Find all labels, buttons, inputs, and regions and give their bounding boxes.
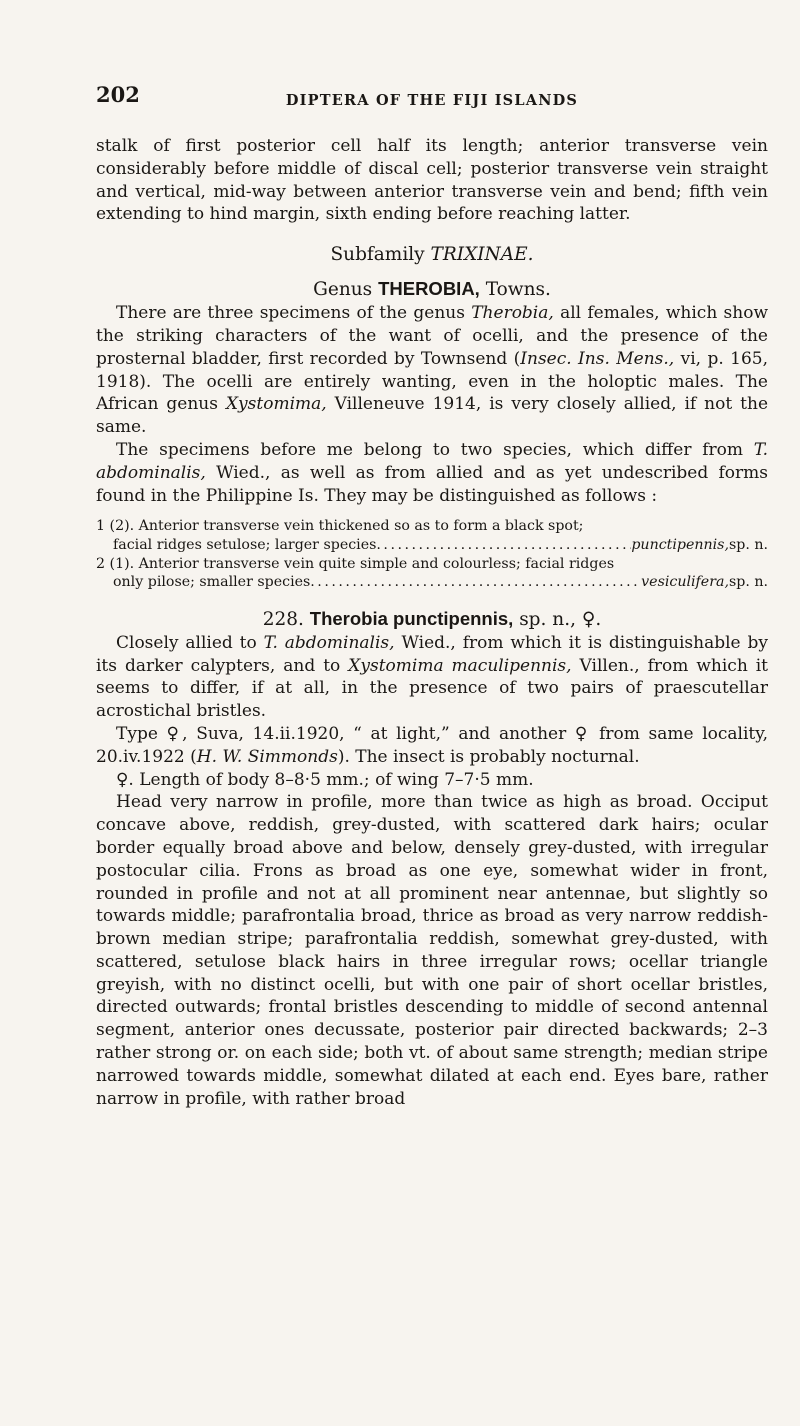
species-paragraph-3: ♀. Length of body 8–8·5 mm.; of wing 7–7·5 mm. <box>116 769 534 790</box>
genus-paragraph-2: The specimens before me belong to two species, which differ from T. abdominalis, Wied., as well as from allied and as yet undescribed forms found in the Philippine Is. They may be distinguished as follows : <box>96 439 768 506</box>
key-entry-2: 2 (1). Anterior transverse vein quite simple and colourless; facial ridges only pilose; smaller species . . . vesiculifera, sp. n. <box>96 555 768 592</box>
genus-heading: Genus THEROBIA, Towns. <box>313 278 551 301</box>
page-number: 202 <box>96 82 140 107</box>
subfamily-heading: Subfamily TRIXINAE. <box>330 244 534 266</box>
species-paragraph-2: Type ♀, Suva, 14.ii.1920, “ at light,” and another ♀ from same locality, 20.iv.1922 (H. W. Simmonds). The insect is probably nocturnal. <box>96 723 768 767</box>
genus-paragraph-1: There are three specimens of the genus Therobia, all females, which show the striking characters of the want of ocelli, and the presence of the prosternal bladder, first recorded by Townsend (Insec. Ins. Mens., vi, p. 165, 1918). The ocelli are entirely wanting, even in the holoptic males. The African genus Xystomima, Villeneuve 1914, is very closely allied, if not the same. <box>96 303 768 438</box>
genus-name: THEROBIA, <box>378 278 480 300</box>
intro-paragraph: stalk of first posterior cell half its length; anterior transverse vein considerably before middle of discal cell; posterior transverse vein straight and vertical, mid-way between anterior transverse vein and bend; fifth vein extending to hind margin, sixth ending before reaching latter. <box>96 136 768 225</box>
running-title: DIPTERA OF THE FIJI ISLANDS <box>285 92 579 109</box>
dot-leader <box>376 536 631 555</box>
species-key <box>96 517 768 591</box>
key-entry-1: 1 (2). Anterior transverse vein thickened so as to form a black spot; facial ridges setulose; larger species . . . punctipennis, sp. n. <box>96 517 768 554</box>
species-heading: 228. Therobia punctipennis, sp. n., ♀. <box>262 607 602 630</box>
species-paragraph-1: Closely allied to T. abdominalis, Wied., from which it is distinguishable by its darker calypters, and to Xystomima maculipennis, Villen., from which it seems to differ, if at all, in the presence of two pairs of praescutellar acrostichal bristles. <box>96 632 769 722</box>
species-paragraph-4: Head very narrow in profile, more than twice as high as broad. Occiput concave above, reddish, grey-dusted, with scattered dark hairs; ocular border equally broad above and below, densely grey-dusted, with irregular postocular cilia. Frons as broad as one eye, somewhat wider in front, rounded in profile and not at all prominent near antennae, but slightly so towards middle; parafrontalia broad, thrice as broad as very narrow reddish-brown median stripe; parafrontalia reddish, somewhat grey-dusted, with scattered, setulose black hairs in three irregular rows; ocellar triangle greyish, with no distinct ocelli, but with one pair of short ocellar bristles, directed outwards; frontal bristles descending to middle of second antennal segment, anterior ones decussate, posterior pair directed backwards; 2–3 rather strong or. on each side; both vt. of about same strength; median stripe narrowed towards middle, somewhat dilated at each end. Eyes bare, rather narrow in profile, with rather broad <box>96 792 768 1109</box>
dot-leader <box>310 573 641 592</box>
running-header <box>96 82 768 112</box>
subfamily-name: TRIXINAE. <box>430 244 534 266</box>
page-body <box>96 82 768 1110</box>
species-name: Therobia punctipennis, <box>309 607 514 629</box>
